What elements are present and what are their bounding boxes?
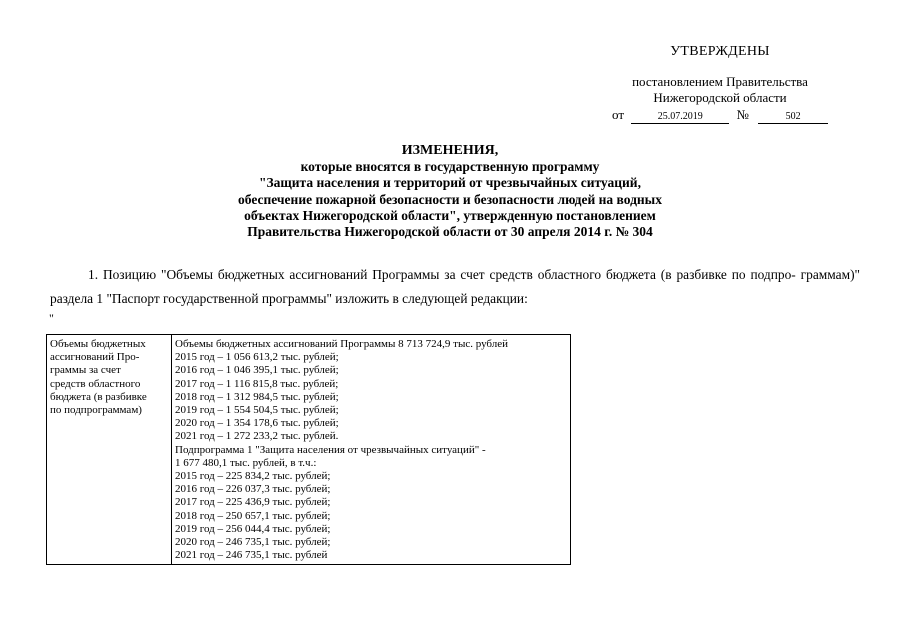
label-line: граммы за счет [50,364,121,377]
document-heading [140,143,760,240]
heading-line: которые вносятся в государственную программу [300,159,600,175]
approval-date: 25.07.2019 [631,111,729,124]
value-line: 2018 год – 1 312 984,5 тыс. рублей; [175,390,339,403]
value-line: 2020 год – 246 735,1 тыс. рублей; [175,536,331,549]
value-line: 2019 год – 256 044,4 тыс. рублей; [175,522,331,535]
approval-line-1: постановлением Правительства [632,74,808,89]
label-line: бюджета (в разбивке [50,390,147,403]
budget-table [46,334,571,565]
value-line: 2016 год – 226 037,3 тыс. рублей; [175,483,331,496]
value-line: 2018 год – 250 657,1 тыс. рублей; [175,509,331,522]
opening-quote-mark: " [49,311,54,325]
paragraph-1: 1. Позицию "Объемы бюджетных ассигнований Программы за счет средств областного бюджета (в разбивке по подпро- граммам)" раздела 1 "Паспорт государственной программы" изложить в следующей редакции: [50,267,860,306]
value-line: Подпрограмма 1 "Защита населения от чрезвычайных ситуаций" - [175,443,486,456]
date-prefix: от [612,107,625,122]
heading-line: Правительства Нижегородской области от 30 апреля 2014 г. № 304 [247,224,653,240]
value-line: 2021 год – 246 735,1 тыс. рублей [175,549,328,562]
value-line: 2016 год – 1 046 395,1 тыс. рублей; [175,364,339,377]
label-line: по подпрограммам) [50,404,142,417]
heading-line: "Защита населения и территорий от чрезвычайных ситуаций, [259,175,641,191]
table-label-cell [47,335,172,565]
number-sign: № [736,107,749,122]
value-line: 1 677 480,1 тыс. рублей, в т.ч.: [175,456,317,469]
approval-block [600,44,840,106]
approval-number: 502 [758,111,828,124]
value-line: 2017 год – 225 436,9 тыс. рублей; [175,496,331,509]
approval-date-line [612,107,828,124]
value-line: Объемы бюджетных ассигнований Программы 8 713 724,9 тыс. рублей [175,338,509,350]
value-line: 2015 год – 1 056 613,2 тыс. рублей; [175,351,339,364]
approved-title: УТВЕРЖДЕНЫ [670,44,770,59]
approval-line-2: Нижегородской области [653,90,787,105]
table-row [47,335,571,565]
value-line: 2021 год – 1 272 233,2 тыс. рублей. [175,430,339,443]
label-line: средств областного [50,377,141,390]
label-line: Объемы бюджетных [50,338,146,350]
value-line: 2015 год – 225 834,2 тыс. рублей; [175,470,331,483]
heading-line: обеспечение пожарной безопасности и безопасности людей на водных [238,191,662,207]
value-line: 2019 год – 1 554 504,5 тыс. рублей; [175,404,339,417]
heading-title: ИЗМЕНЕНИЯ, [401,143,499,158]
value-line: 2020 год – 1 354 178,6 тыс. рублей; [175,417,339,430]
value-line: 2017 год – 1 116 815,8 тыс. рублей; [175,377,339,390]
heading-line: объектах Нижегородской области", утвержденную постановлением [244,207,656,223]
label-line: ассигнований Про- [50,351,140,364]
table-value-cell [172,335,571,565]
